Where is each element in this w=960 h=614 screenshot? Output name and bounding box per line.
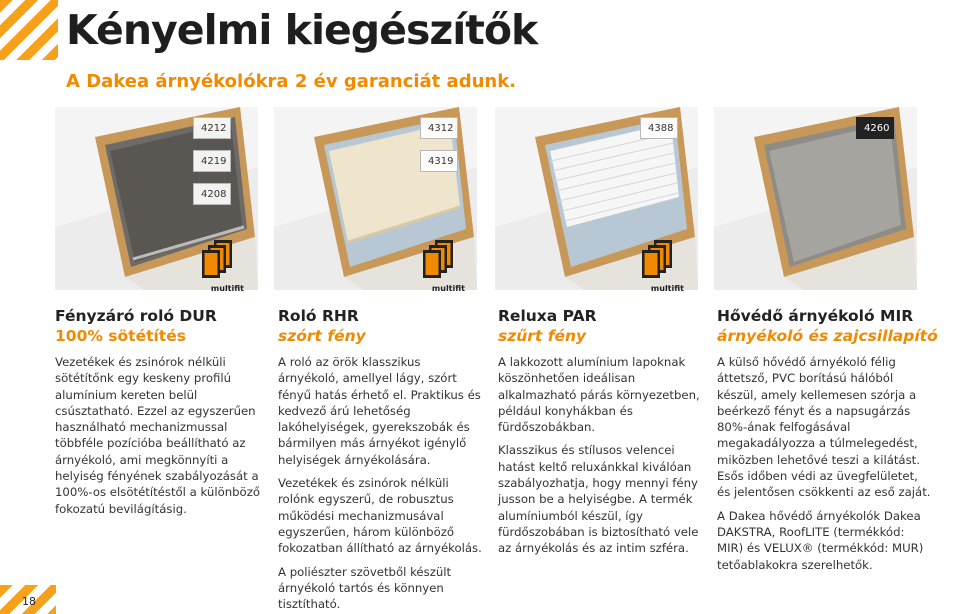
product-subtitle: 100% sötétítés <box>55 327 186 345</box>
product-code-badge: 4208 <box>193 183 231 205</box>
multifit-label: multifit <box>650 284 684 293</box>
page-title: Kényelmi kiegészítők <box>66 6 538 54</box>
product-code-badge: 4260 <box>856 117 894 139</box>
product-name: Reluxa PAR <box>498 307 597 325</box>
description-paragraph: A lakkozott alumínium lapoknak köszönhetően ideálisan alkalmazható párás környezetben, például konyhákban és fürdőszobákban. <box>498 355 700 435</box>
description-paragraph: A külső hővédő árnyékoló félig áttetsző, PVC borítású hálóból készül, amely kellemesen szórja a beérkező fényt és a napsugárzás 80%-ának felfogásával megakadályozza a túlmelegedést, miközben lehetővé teszi a kilátást. Esős időben védi az üvegfelületet, és jelentősen csökkenti az eső zaját. <box>717 355 931 500</box>
decorative-stripe-top <box>0 0 58 60</box>
product-code-badge: 4388 <box>640 117 678 139</box>
description-paragraph: Vezetékek és zsinórok nélküli sötétítőnk egy keskeny profilú alumínium kereten belül csúsztatható. Ezzel az egyszerűen használható mechanizmussal többféle pozícióba beállítható az árnyékoló, ami megkönnyíti a helyiség fényének szabályozását a 100%-os elsötétítéstől a különböző fokozatú bevilágításig. <box>55 355 260 516</box>
product-description <box>278 354 482 614</box>
product-code-badge: 4319 <box>420 150 458 172</box>
product-name: Hővédő árnyékoló MIR <box>717 307 914 325</box>
product-code-badge: 4312 <box>420 117 458 139</box>
multifit-logo <box>417 240 465 293</box>
product-subtitle: árnyékoló és zajcsillapító <box>717 327 938 345</box>
product-description <box>717 354 931 580</box>
multifit-logo <box>636 240 684 293</box>
product-subtitle: szűrt fény <box>498 327 587 345</box>
multifit-icon <box>642 240 676 280</box>
product-code-badge: 4212 <box>193 117 231 139</box>
description-paragraph: Klasszikus és stílusos velencei hatást keltő reluxánkkal kiválóan szabályozhatja, hogy mennyi fény jusson be a helyiségbe. A termék alumíniumból készül, így fürdőszobában is biztosítható vele az árnyékolás és az intim szféra. <box>498 443 699 556</box>
description-paragraph: Vezetékek és zsinórok nélküli rolónk egyszerű, de robusztus működési mechanizmusával egyszerűen, három különböző fokozatban állítható az árnyékolás. <box>278 476 482 556</box>
page-subtitle: A Dakea árnyékolókra 2 év garanciát adunk. <box>66 71 517 92</box>
multifit-icon <box>202 240 236 280</box>
page-number: 18 <box>22 595 36 608</box>
description-paragraph: A roló az örök klasszikus árnyékoló, amellyel lágy, szórt fényű hatás érhető el. Praktikus és kedvező árú lehetőség lakóhelyiségek, gyerekszobák és bármilyen más árnyékot igénylő helyiségek árnyékolására. <box>278 355 481 467</box>
product-code-badge: 4219 <box>193 150 231 172</box>
description-paragraph: A Dakea hővédő árnyékolók Dakea DAKSTRA, RoofLITE (termékkód: MIR) és VELUX® (termékkód: MUR) tetőablakokra szerelhetők. <box>717 508 924 572</box>
product-name: Roló RHR <box>278 307 359 325</box>
product-description <box>55 354 263 524</box>
multifit-label: multifit <box>210 284 244 293</box>
multifit-logo <box>196 240 244 293</box>
product-subtitle: szórt fény <box>278 327 366 345</box>
multifit-label: multifit <box>431 284 465 293</box>
multifit-icon <box>423 240 457 280</box>
product-name: Fényzáró roló DUR <box>55 307 217 325</box>
description-paragraph: A poliészter szövetből készült árnyékoló tartós és könnyen tisztítható. <box>278 564 452 612</box>
product-description <box>498 354 706 564</box>
